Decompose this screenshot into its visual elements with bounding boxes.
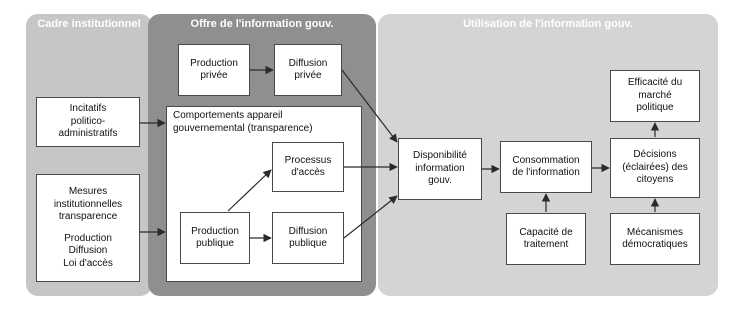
box-line: marché	[638, 89, 672, 101]
box-decisions-citoyens	[610, 138, 700, 198]
box-line: Disponibilité	[413, 150, 467, 162]
box-line: Efficacité du	[627, 77, 683, 89]
box-line: privée	[200, 70, 228, 81]
box-line: Mesures	[68, 186, 108, 197]
panel-title: Utilisation de l'information gouv.	[463, 18, 633, 30]
box-line: démocratiques	[622, 239, 688, 250]
box-mesures-institutionnelles	[36, 174, 140, 282]
box-line: Production	[64, 232, 112, 244]
box-diffusion-publique	[272, 212, 344, 264]
box-efficacite-marche	[610, 70, 700, 122]
box-line: Capacité de	[519, 226, 573, 238]
box-line: Loi d'accès	[63, 257, 113, 269]
box-line: Comportements appareil	[173, 110, 283, 121]
box-line: information	[415, 162, 465, 174]
box-line: transparence	[58, 211, 118, 222]
comportements-label	[173, 110, 313, 135]
panel-title: Cadre institutionnel	[37, 18, 141, 30]
box-diffusion-privee	[274, 44, 342, 96]
box-line: institutionnelles	[53, 198, 123, 210]
box-disponibilite-information	[398, 138, 482, 200]
box-line: Consommation	[512, 154, 580, 166]
box-production-publique	[180, 212, 250, 264]
box-line: gouvernemental (transparence)	[173, 122, 313, 134]
box-line: politique	[636, 102, 674, 114]
box-line: politico-	[70, 115, 106, 127]
box-line: d'accès	[291, 167, 325, 178]
box-mecanismes-democratiques	[610, 213, 700, 265]
box-line: Décisions	[633, 149, 677, 161]
box-line: Diffusion	[288, 57, 328, 69]
box-production-privee	[178, 44, 250, 96]
box-line: publique	[196, 238, 234, 249]
box-line: publique	[289, 238, 327, 249]
box-incitatifs	[36, 97, 140, 147]
box-processus-acces	[272, 142, 344, 192]
box-capacite-traitement	[506, 213, 586, 265]
box-consommation-information	[500, 141, 592, 193]
box-line: Diffusion	[68, 245, 108, 256]
box-line: Diffusion	[288, 225, 328, 237]
box-line: Incitatifs	[69, 103, 107, 115]
box-line: administratifs	[58, 128, 118, 140]
box-line: privée	[294, 70, 322, 81]
box-line: Mécanismes	[626, 226, 684, 238]
box-line: Production	[191, 225, 239, 237]
box-line: (éclairées) des	[622, 161, 688, 173]
panel-title: Offre de l'information gouv.	[190, 18, 334, 30]
box-line: citoyens	[636, 174, 674, 186]
box-line: gouv.	[428, 175, 452, 187]
box-line: Processus	[284, 154, 332, 166]
box-line: de l'information	[512, 167, 580, 178]
box-line: Production	[190, 57, 238, 69]
box-line: traitement	[523, 239, 569, 250]
